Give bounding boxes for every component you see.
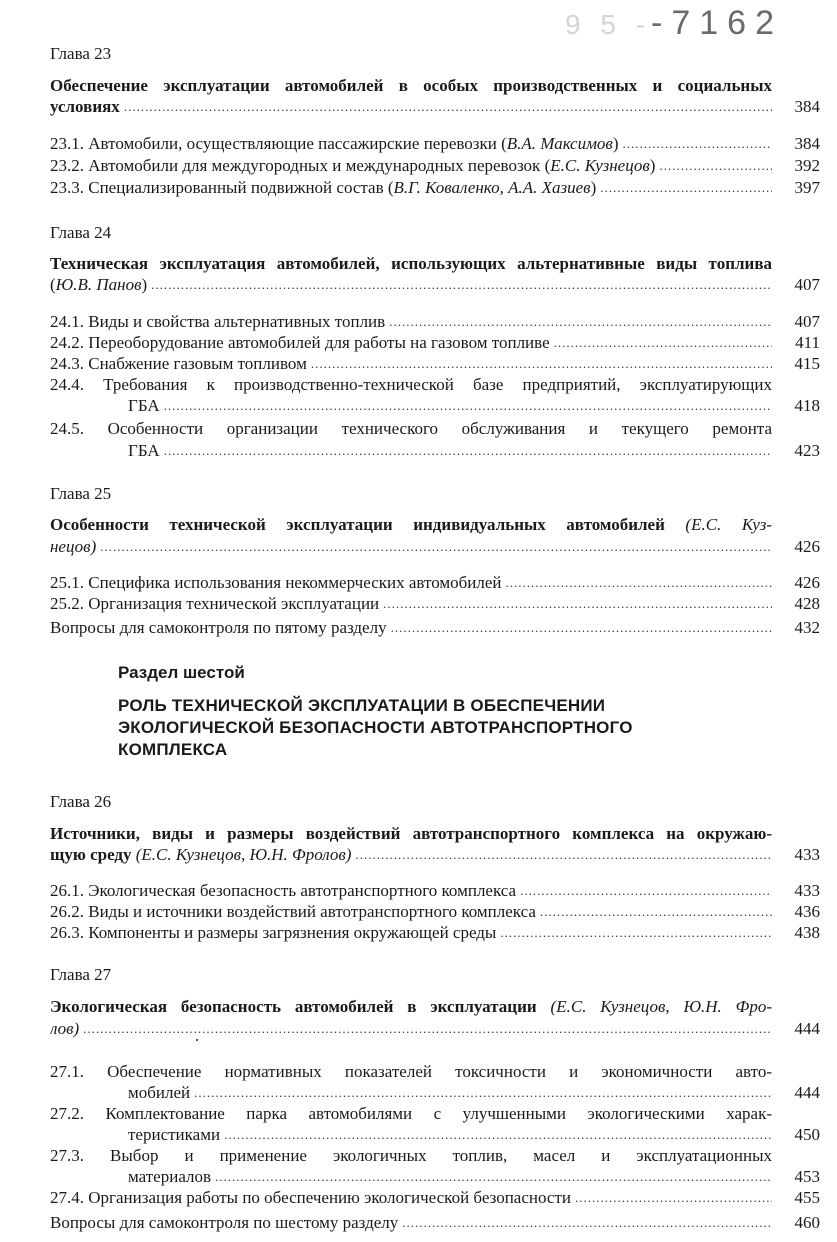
entry-author: В.Г. Коваленко, А.А. Хазиев bbox=[393, 178, 591, 197]
entry-text bbox=[50, 901, 536, 922]
entry-number: 24.1. bbox=[50, 312, 84, 331]
chapter-26-title-line1: Источники, виды и размеры воздействий автотранспортного комплекса на окружаю- bbox=[50, 824, 772, 843]
entry-title: Виды и свойства альтернативных топлив bbox=[88, 312, 386, 331]
page-number: 433 bbox=[794, 845, 820, 864]
chapter-24-title-line2 bbox=[50, 274, 147, 295]
entry-title: Организация технической эксплуатации bbox=[88, 594, 380, 613]
inventory-stamp bbox=[565, 4, 835, 54]
page-number: 384 bbox=[794, 97, 820, 116]
entry-text bbox=[50, 572, 502, 593]
chapter-27-title-line1 bbox=[50, 996, 772, 1017]
entry-title: Особенности организации технического обслуживания и текущего ремонта bbox=[107, 419, 772, 438]
toc-entry-27-1-line1[interactable] bbox=[50, 1061, 772, 1082]
entry-number: 26.3. bbox=[50, 923, 84, 942]
toc-entry-27-4[interactable] bbox=[50, 1187, 820, 1208]
page-number: 432 bbox=[794, 618, 820, 637]
entry-continuation: ГБА bbox=[128, 396, 160, 415]
page-number: 407 bbox=[794, 312, 820, 331]
entry-text bbox=[50, 155, 655, 176]
toc-entry-26-3[interactable] bbox=[50, 922, 820, 943]
toc-entry-questions-6[interactable] bbox=[50, 1212, 820, 1233]
entry-title: Компоненты и размеры загрязнения окружающей среды bbox=[88, 923, 497, 942]
chapter-26-title-entry[interactable] bbox=[50, 844, 820, 865]
dot-leader bbox=[164, 395, 772, 416]
toc-entry-24-3[interactable] bbox=[50, 353, 820, 374]
page-number: 455 bbox=[794, 1188, 820, 1207]
dot-leader bbox=[600, 177, 772, 198]
page-number: 450 bbox=[794, 1125, 820, 1144]
page-number: 433 bbox=[794, 881, 820, 900]
entry-number: 23.3. bbox=[50, 178, 84, 197]
chapter-24-title-entry[interactable] bbox=[50, 274, 820, 295]
chapter-23-title-entry[interactable] bbox=[50, 96, 820, 117]
page-number: 397 bbox=[794, 178, 820, 197]
entry-number: 27.1. bbox=[50, 1062, 84, 1081]
entry-text bbox=[50, 593, 379, 614]
dot-leader bbox=[506, 572, 772, 593]
entry-text bbox=[50, 177, 596, 198]
entry-title: Специализированный подвижной состав ( bbox=[88, 178, 394, 197]
chapter-25-label: Глава 25 bbox=[50, 484, 112, 503]
chapter-26-title-line2 bbox=[50, 844, 351, 865]
entry-number: 27.2. bbox=[50, 1104, 84, 1123]
entry-paren: ) bbox=[141, 275, 148, 294]
chapter-title: Особенности технической эксплуатации индивидуальных автомобилей bbox=[50, 515, 665, 534]
page-number: 407 bbox=[794, 275, 820, 294]
page-number: 426 bbox=[794, 537, 820, 556]
chapter-23-title-line2: условиях bbox=[50, 97, 120, 116]
entry-number: 27.4. bbox=[50, 1188, 84, 1207]
entry-number: 25.2. bbox=[50, 594, 84, 613]
entry-number: 24.3. bbox=[50, 354, 84, 373]
entry-author: В.А. Максимов bbox=[506, 134, 613, 153]
section-6-label: Раздел шестой bbox=[118, 663, 245, 682]
entry-number: 27.3. bbox=[50, 1146, 84, 1165]
entry-continuation: ГБА bbox=[128, 441, 160, 460]
entry-number: 23.1. bbox=[50, 134, 84, 153]
entry-number: 26.1. bbox=[50, 881, 84, 900]
page-number: 428 bbox=[794, 594, 820, 613]
entry-number: 24.2. bbox=[50, 333, 84, 352]
entry-paren: ) bbox=[612, 134, 619, 153]
dot-leader bbox=[151, 274, 772, 295]
dot-leader bbox=[100, 536, 772, 557]
entry-title: Снабжение газовым топливом bbox=[88, 354, 307, 373]
entry-number: 25.1. bbox=[50, 573, 84, 592]
chapter-27-title-entry[interactable] bbox=[50, 1018, 820, 1039]
page-number: 423 bbox=[794, 441, 820, 460]
scan-speck bbox=[196, 1039, 198, 1041]
chapter-27-title-line2: лов) bbox=[50, 1019, 80, 1038]
toc-entry-27-2-line1[interactable] bbox=[50, 1103, 772, 1124]
toc-entry-26-2[interactable] bbox=[50, 901, 820, 922]
page-number: 444 bbox=[794, 1083, 820, 1102]
chapter-title: щую среду bbox=[50, 845, 132, 864]
dot-leader bbox=[355, 844, 772, 865]
section-title-line: КОМПЛЕКСА bbox=[118, 740, 228, 759]
toc-entry-27-3-line2[interactable] bbox=[50, 1166, 820, 1187]
page-number: 418 bbox=[794, 396, 820, 415]
stamp-number: -7162 bbox=[651, 4, 783, 42]
chapter-26-label: Глава 26 bbox=[50, 792, 112, 811]
entry-author: Ю.В. Панов bbox=[55, 275, 142, 294]
entry-title: Организация работы по обеспечению экологической безопасности bbox=[88, 1188, 571, 1207]
entry-text bbox=[50, 880, 516, 901]
entry-number: 23.2. bbox=[50, 156, 84, 175]
toc-entry-24-4-line2[interactable] bbox=[50, 395, 820, 416]
chapter-27-label: Глава 27 bbox=[50, 965, 112, 984]
toc-entry-27-1-line2[interactable] bbox=[50, 1082, 820, 1103]
toc-entry-26-1[interactable] bbox=[50, 880, 820, 901]
entry-text bbox=[50, 353, 307, 374]
entry-continuation: теристиками bbox=[128, 1125, 221, 1144]
dot-leader bbox=[124, 96, 772, 117]
entry-text bbox=[50, 922, 496, 943]
page-number: 411 bbox=[795, 333, 820, 352]
chapter-25-title-line2: нецов) bbox=[50, 537, 97, 556]
toc-entry-24-4-line1[interactable] bbox=[50, 374, 772, 395]
entry-title: Автомобили, осуществляющие пассажирские перевозки ( bbox=[88, 134, 507, 153]
dot-leader bbox=[402, 1212, 772, 1233]
toc-entry-27-3-line1[interactable] bbox=[50, 1145, 772, 1166]
toc-entry-27-2-line2[interactable] bbox=[50, 1124, 820, 1145]
toc-entry-23-1[interactable] bbox=[50, 133, 820, 154]
toc-entry-24-1[interactable] bbox=[50, 311, 820, 332]
stamp-faint-digits: 9 5 - bbox=[565, 9, 652, 40]
dot-leader bbox=[311, 353, 772, 374]
dot-leader bbox=[500, 922, 772, 943]
toc-entry-24-5-line1[interactable] bbox=[50, 418, 772, 439]
entry-author: (Е.С. Куз- bbox=[664, 515, 773, 534]
entry-author: (Е.С. Кузнецов, Ю.Н. Фролов) bbox=[131, 845, 352, 864]
dot-leader bbox=[224, 1124, 772, 1145]
page-number: 392 bbox=[794, 156, 820, 175]
page-number: 384 bbox=[794, 134, 820, 153]
dot-leader bbox=[659, 155, 772, 176]
entry-text bbox=[50, 311, 385, 332]
toc-entry-23-3[interactable] bbox=[50, 177, 820, 198]
toc-entry-23-2[interactable] bbox=[50, 155, 820, 176]
toc-entry-questions-5[interactable] bbox=[50, 617, 820, 638]
toc-entry-24-2[interactable] bbox=[50, 332, 820, 353]
dot-leader bbox=[520, 880, 772, 901]
entry-number: 24.4. bbox=[50, 375, 84, 394]
chapter-24-label: Глава 24 bbox=[50, 223, 112, 242]
entry-title: Специфика использования некоммерческих автомобилей bbox=[88, 573, 502, 592]
entry-title: Требования к производственно-технической базе предприятий, эксплуатирующих bbox=[103, 375, 772, 394]
entry-continuation: мобилей bbox=[128, 1083, 191, 1102]
entry-author: (Е.С. Кузнецов, Ю.Н. Фро- bbox=[536, 997, 772, 1016]
entry-text bbox=[50, 1187, 571, 1208]
section-6-title bbox=[118, 695, 718, 761]
dot-leader bbox=[215, 1166, 772, 1187]
entry-title: Вопросы для самоконтроля по шестому разделу bbox=[50, 1213, 399, 1232]
entry-title: Виды и источники воздействий автотранспортного комплекса bbox=[88, 902, 536, 921]
entry-author: Е.С. Кузнецов bbox=[550, 156, 650, 175]
entry-title: Обеспечение нормативных показателей токсичности и экономичности авто- bbox=[107, 1062, 772, 1081]
entry-title: Выбор и применение экологичных топлив, масел и эксплуатационных bbox=[110, 1146, 773, 1165]
entry-title: Автомобили для междугородных и международных перевозок ( bbox=[88, 156, 551, 175]
entry-number: 26.2. bbox=[50, 902, 84, 921]
dot-leader bbox=[622, 133, 772, 154]
entry-title: Экологическая безопасность автотранспортного комплекса bbox=[88, 881, 517, 900]
page-number: 444 bbox=[794, 1019, 820, 1038]
toc-entry-24-5-line2[interactable] bbox=[50, 440, 820, 461]
chapter-25-title-entry[interactable] bbox=[50, 536, 820, 557]
page-number: 436 bbox=[794, 902, 820, 921]
dot-leader bbox=[164, 440, 772, 461]
chapter-title: Экологическая безопасность автомобилей в эксплуатации bbox=[50, 997, 537, 1016]
chapter-25-title-line1 bbox=[50, 514, 772, 535]
entry-paren: ( bbox=[50, 275, 56, 294]
dot-leader bbox=[389, 311, 772, 332]
dot-leader bbox=[83, 1018, 772, 1039]
entry-number: 24.5. bbox=[50, 419, 84, 438]
entry-continuation: материалов bbox=[128, 1167, 212, 1186]
chapter-23-title-line1: Обеспечение эксплуатации автомобилей в особых производственных и социальных bbox=[50, 76, 772, 95]
entry-title: Комплектование парка автомобилями с улучшенными экологическими харак- bbox=[105, 1104, 773, 1123]
page-number: 415 bbox=[794, 354, 820, 373]
dot-leader bbox=[554, 332, 772, 353]
entry-text bbox=[50, 332, 550, 353]
entry-title: Вопросы для самоконтроля по пятому разделу bbox=[50, 618, 387, 637]
page-number: 460 bbox=[794, 1213, 820, 1232]
entry-title: Переоборудование автомобилей для работы на газовом топливе bbox=[88, 333, 550, 352]
toc-entry-25-1[interactable] bbox=[50, 572, 820, 593]
section-title-line: ЭКОЛОГИЧЕСКОЙ БЕЗОПАСНОСТИ АВТОТРАНСПОРТНОГО bbox=[118, 718, 633, 737]
entry-text bbox=[50, 133, 618, 154]
page-number: 453 bbox=[794, 1167, 820, 1186]
chapter-23-label: Глава 23 bbox=[50, 44, 112, 63]
page-number: 438 bbox=[794, 923, 820, 942]
dot-leader bbox=[391, 617, 772, 638]
chapter-24-title-line1: Техническая эксплуатация автомобилей, использующих альтернативные виды топлива bbox=[50, 254, 772, 273]
dot-leader bbox=[540, 901, 772, 922]
entry-paren: ) bbox=[649, 156, 656, 175]
dot-leader bbox=[383, 593, 772, 614]
dot-leader bbox=[575, 1187, 772, 1208]
toc-entry-25-2[interactable] bbox=[50, 593, 820, 614]
entry-paren: ) bbox=[590, 178, 597, 197]
page-number: 426 bbox=[794, 573, 820, 592]
dot-leader bbox=[194, 1082, 772, 1103]
section-title-line: РОЛЬ ТЕХНИЧЕСКОЙ ЭКСПЛУАТАЦИИ В ОБЕСПЕЧЕНИИ bbox=[118, 696, 606, 715]
